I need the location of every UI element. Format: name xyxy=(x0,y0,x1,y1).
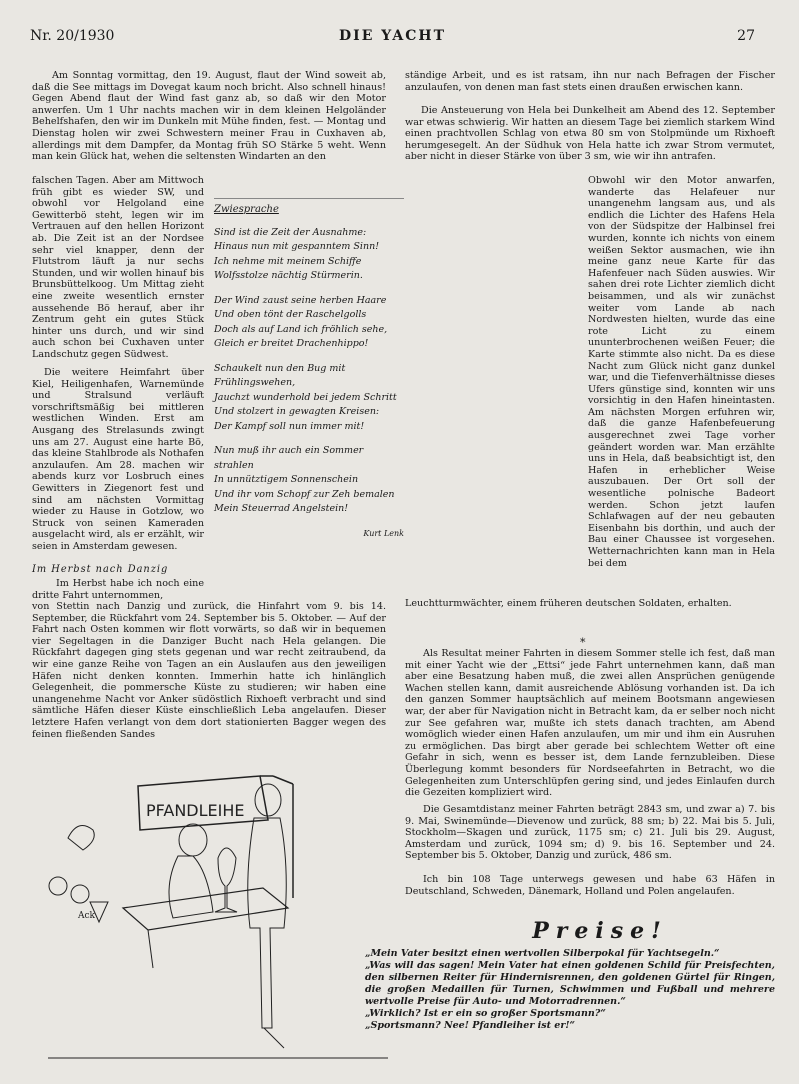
poem-box xyxy=(214,198,404,585)
magazine-title: DIE YACHT xyxy=(339,28,446,44)
poem-stanza: Sind ist die Zeit der Ausnahme: Hinaus nun mit gespanntem Sinn! Ich nehme mit meinem Schiffe Wolfsstolze nächtig Stürmerin. xyxy=(214,226,380,281)
col1-paragraph-1-cont: falschen Tagen. Aber am Mittwoch früh gibt es wieder SW, und obwohl vor Helgoland eine Gewitterbö steht, legen wir im Vertrauen auf den hellen Horizont ab. Die Zeit ist an der Nordsee sehr viel knapper, denn der Flutstrom läuft ja nur sechs Stunden, und wir wollen hinauf bis Brunsbüttelkoog. Um Mittag zieht eine zweite wesentlich ernster aussehende Bö herauf, aber ihr Zentrum geht ein gutes Stück hinter uns durch, und wir sind auch schon bei Cuxhaven unter Landschutz gegen Südwest. xyxy=(32,175,204,360)
poem-stanza: Nun muß ihr auch ein Sommer strahlen In unnütztigem Sonnenschein Und ihr vom Schopf zur Zeh bemalen Mein Steuerrad Angelstein! xyxy=(214,445,395,514)
joke-line: „Mein Vater besitzt einen wertvollen Silberpokal für Yachtsegeln.“ xyxy=(365,948,720,959)
col2-paragraph-2-cont: Obwohl wir den Motor anwarfen, wanderte das Helafeuer nur unangenehm langsam aus, und als endlich die Lichter des Hafens Hela von der Südspitze der Halbinsel frei wurden, konnte ich nichts von einem weißen Sektor ausmachen, wie ihn meine ganz neue Karte für das Hafenfeuer nach Süden auswies. Wir sahen drei rote Lichter ziemlich dicht beisammen, und als wir zunächst weiter vom Lande ab nach Nordwesten hielten, wurde das eine rote Licht zu einem ununterbrochenen weißen Feuer; die Karte stimmte also nicht. Da es diese Nacht zum Glück nicht ganz dunkel war, und die Tiefenverhältnisse dieses Ufers günstige sind, konnten wir uns vorsichtig in den Hafen hineintasten. Am nächsten Morgen erfuhren wir, daß die ganze Hafenbefeuerung ausgerechnet zwei Tage vorher geändert worden war. Man erzählte uns in Hela, daß beabsichtigt ist, den Hafen in erheblicher Weise auszubauen. Der Ort soll der wesentliche polnische Badeort werden. Schon jetzt laufen Schlafwagen auf der neu gebauten Eisenbahn bis dorthin, und auch der Bau einer Chaussee ist vorgesehen. Wetternachrichten kann man in Hela bei dem xyxy=(588,175,775,569)
col2-paragraph-5: Ich bin 108 Tage unterwegs gewesen und habe 63 Häfen in Deutschland, Schweden, Dänemark, Holland und Polen angelaufen. xyxy=(405,874,775,897)
poem-signature: Kurt Lenk xyxy=(363,528,404,538)
pawnshop-cartoon xyxy=(28,758,400,1076)
poem-stanza: Schaukelt nun den Bug mit Frühlingswehen, Jauchzt wunderhold bei jedem Schritt Und stolzert in gewagten Kreisen: Der Kampf soll nun immer mit! xyxy=(214,362,397,432)
artist-signature: Ack xyxy=(78,911,95,921)
joke-text xyxy=(365,948,775,1032)
joke-line: „Sportsmann? Nee! Pfandleiher ist er!“ xyxy=(365,1020,575,1031)
page-number: 27 xyxy=(737,28,755,44)
poem-stanza: Der Wind zaust seine herben Haare Und oben tönt der Raschelgolls Doch als auf Land ich fröhlich sehe, Gleich er breitet Drachenhippo! xyxy=(214,294,388,349)
page-header xyxy=(30,28,755,50)
col2-paragraph-2: Die Ansteuerung von Hela bei Dunkelheit am Abend des 12. September war etwas schwierig. Wir hatten an diesem Tage bei ziemlich starkem Wind einen prachtvollen Schlag von etwa 80 sm von Stolpmünde um Rixhoeft herumgesegelt. An der Südhuk von Hela hatte ich zwar Strom vermutet, aber nicht in dieser Stärke von über 3 sm, wie wir ihn antrafen. xyxy=(405,105,775,163)
col2-paragraph-2-end: Leuchtturmwächter, einem früheren deutschen Soldaten, erhalten. xyxy=(405,598,732,609)
col1-paragraph-3: von Stettin nach Danzig und zurück, die Hinfahrt vom 9. bis 14. September, die Rückfahrt vom 24. September bis 5. Oktober. — Auf der Fahrt nach Osten kommen wir flott vorwärts, so daß wir in bequemen vier Segeltagen in die Danziger Bucht nach Hela gelangen. Die Rückfahrt dagegen ging stets gegenan und war recht zeitraubend, da wir eine ganze Reihe von Tagen an ein Auslaufen aus den jeweiligen Häfen nicht denken konnten. Immerhin hatte ich hinlänglich Gelegenheit, die pommersche Küste zu studieren; wir haben eine unangenehme Nacht vor Anker südöstlich Rixhoeft verbracht und sind sämtliche Häfen dieser Küste einschließlich Leba angelaufen. Dieser letztere Hafen verlangt von dem dort stationierten Bagger wegen des feinen fließenden Sandes xyxy=(32,601,386,740)
joke-title: Preise! xyxy=(532,918,668,944)
shop-sign-text: PFANDLEIHE xyxy=(146,801,245,820)
issue-number: Nr. 20/1930 xyxy=(30,28,115,44)
poem-title: Zwiesprache xyxy=(214,204,279,215)
col2-paragraph-1: ständige Arbeit, und es ist ratsam, ihn nur nach Befragen der Fischer anzulaufen, von denen man fast stets einen draußen erwischen kann. xyxy=(405,70,775,93)
col1-paragraph-3-start: Im Herbst habe ich noch eine dritte Fahrt unternommen, xyxy=(32,578,204,601)
col1-paragraph-1: Am Sonntag vormittag, den 19. August, flaut der Wind soweit ab, daß die See mittags im Dovegat kaum noch bricht. Also schnell hinaus! Gegen Abend flaut der Wind fast ganz ab, so daß wir den Motor anwerfen. Um 1 Uhr nachts machen wir in dem kleinen Helgoländer Behelfshafen, den wir im Dunkeln mit Mühe finden, fest. — Montag und Dienstag holen wir zwei Schwestern meiner Frau in Cuxhaven ab, allerdings mit dem Dampfer, da Montag früh SO Stärke 5 weht. Wenn man kein Glück hat, wehen die seltensten Windarten an den xyxy=(32,70,386,163)
joke-line: „Wirklich? Ist er ein so großer Sportsmann?“ xyxy=(365,1008,606,1019)
joke-line: „Was will das sagen! Mein Vater hat einen goldenen Schild für Preisfechten, den silbernen Reiter für Hindernisrennen, den goldenen Gürtel für Ringen, die großen Medaillen für Turnen, Schwimmen und Fußball und mehrere wertvolle Preise für Auto- und Motorradrennen.“ xyxy=(365,960,775,1007)
section-divider-star: * xyxy=(580,636,586,649)
col2-paragraph-3: Als Resultat meiner Fahrten in diesem Sommer stelle ich fest, daß man mit einer Yacht wie der „Ettsi“ jede Fahrt unternehmen kann, daß man aber eine Besatzung haben muß, die zwei allen Ansprüchen genügende Wachen stellen kann, damit ausreichende Ablösung vorhanden ist. Da ich den ganzen Sommer hauptsächlich auf meinem Bootsmann angewiesen war, der aber für Navigation nicht in Betracht kam, da er selber noch nicht zur See gefahren war, mußte ich stets danach trachten, am Abend womöglich wieder einen Hafen anzulaufen, um mir und ihm ein Ausruhen zu ermöglichen. Das birgt aber gerade bei schlechtem Wetter oft eine Gefahr in sich, wenn es besser ist, dem Lande fernzubleiben. Diese Überlegung kommt besonders für Nordseefahrten in Betracht, wo die Gelegenheiten zum Unterschlüpfen gering sind, und jedes Einlaufen durch die Gezeiten kompliziert wird. xyxy=(405,648,775,799)
col1-paragraph-2: Die weitere Heimfahrt über Kiel, Heiligenhafen, Warnemünde und Stralsund verläuft vorschriftsmäßig bei mittleren westlichen Winden. Erst am Ausgang des Strelasunds zwingt uns am 27. August eine harte Bö, das kleine Stahlbrode als Nothafen anzulaufen. Am 28. machen wir abends kurz vor Losbruch eines Gewitters in Ziegenort fest und sind am nächsten Vormittag wieder zu Hause in Gotzlow, wo Struck von seinen Kameraden ausgelacht wird, als er erzählt, wir seien in Amsterdam gewesen. xyxy=(32,367,204,552)
col2-paragraph-4: Die Gesamtdistanz meiner Fahrten beträgt 2843 sm, und zwar a) 7. bis 9. Mai, Swinemünde—Dievenow und zurück, 88 sm; b) 22. Mai bis 5. Juli, Stockholm—Skagen und zurück, 1175 sm; c) 21. Juli bis 29. August, Amsterdam und zurück, 1094 sm; d) 9. bis 16. September und 24. September bis 5. Oktober, Danzig und zurück, 486 sm. xyxy=(405,804,775,862)
section-heading-danzig: Im Herbst nach Danzig xyxy=(32,564,169,575)
